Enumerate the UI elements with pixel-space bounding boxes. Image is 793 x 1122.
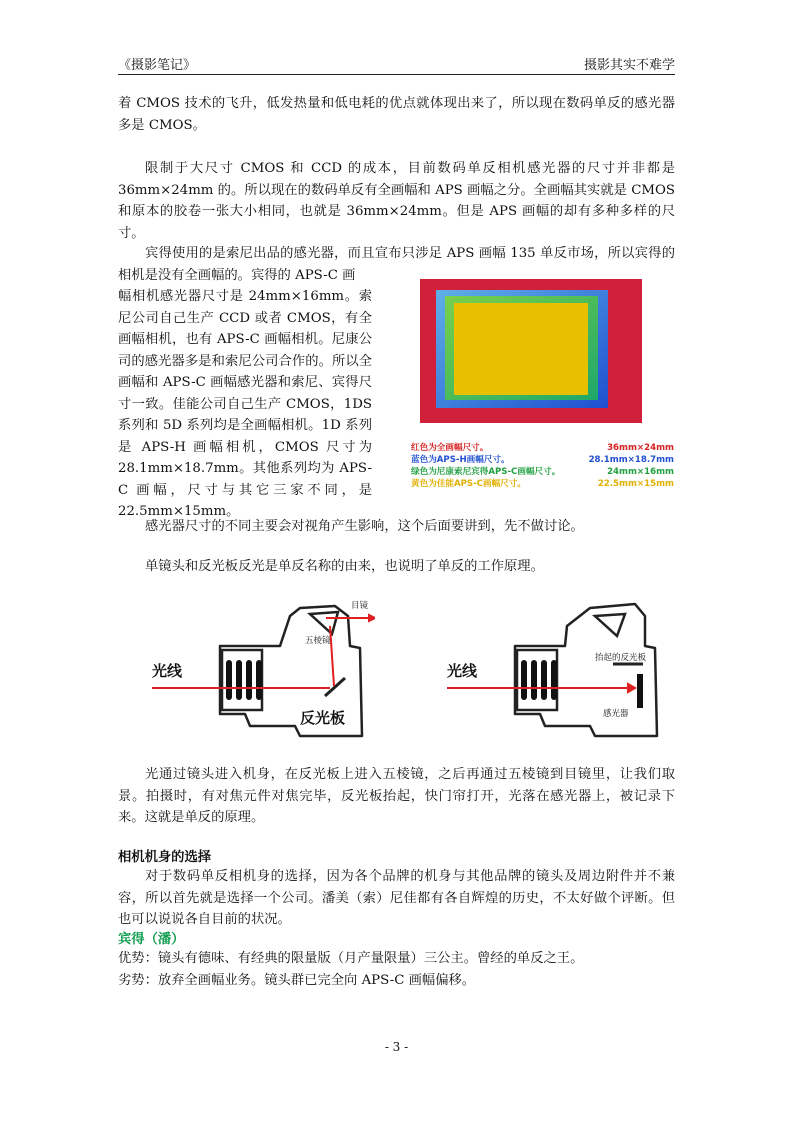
legend-canon-size: 22.5mm×15mm [597, 479, 674, 489]
prism-label: 五棱镜 [305, 636, 331, 646]
aps-c-canon-rect [454, 303, 588, 395]
light-path [152, 615, 375, 688]
legend-apsh-label: 蓝色为APS-H画幅尺寸。 [411, 455, 510, 465]
legend-full-label: 红色为全画幅尺寸。 [411, 443, 489, 453]
paragraph-pentax-intro: 宾得使用的是索尼出品的感光器，而且宣布只涉足 APS 画幅 135 单反市场，所以宾得的相机是没有全画幅的。宾得的 APS-C 画 [118, 246, 675, 283]
raised-mirror-label: 抬起的反光板 [595, 653, 647, 663]
pentax-cons: 劣势：放弃全画幅业务。镜头群已完全向 APS-C 画幅偏移。 [118, 973, 476, 988]
paragraph-angle-of-view: 感光器尺寸的不同主要会对视角产生影响，这个后面要讲到，先不做讨论。 [145, 519, 584, 534]
legend-canon-label: 黄色为佳能APS-C画幅尺寸。 [411, 479, 526, 489]
light-label: 光线 [447, 662, 478, 680]
mirror-label: 反光板 [300, 709, 346, 727]
pentax-pros: 优势：镜头有德味、有经典的限量版（月产量限量）三公主。曾经的单反之王。 [118, 951, 584, 966]
slr-diagram-mirror-up [445, 586, 675, 746]
light-label: 光线 [152, 662, 183, 680]
paragraph-slr-principle: 光通过镜头进入机身，在反光板上进入五棱镜，之后再通过五棱镜到目镜里，让我们取景。拍摄时，有对焦元件对焦完毕，反光板抬起，快门帘打开，光落在感光器上，被记录下来。这就是单反的原理。 [118, 767, 675, 825]
legend-apsc-size: 24mm×16mm [607, 467, 674, 477]
sensor-shape [637, 674, 643, 708]
legend-apsh-size: 28.1mm×18.7mm [588, 455, 674, 465]
paragraph-cmos-intro: 着 CMOS 技术的飞升，低发热量和低电耗的优点就体现出来了，所以现在数码单反的感光器多是 CMOS。 [118, 96, 675, 133]
section-title: 相机机身的选择 [118, 850, 212, 865]
slr-diagram-mirror-down [150, 586, 375, 746]
paragraph-brand-sensors: 幅相机感光器尺寸是 24mm×16mm。索尼公司自己生产 CCD 或者 CMOS，有全画幅相机，也有 APS-C 画幅相机。尼康公司的感光器多是和索尼公司合作的。所以全画幅和 APS-C 画幅感光器和索尼、宾得尺寸一致。佳能公司自己生产 CMOS，1DS 系列和 5D 系列均是全画幅相机。1D 系列是 APS-H 画幅相机，CMOS 尺寸为 28.1mm×18.7mm。其他系列均为 APS-C 画幅，尺寸与其它三家不同，是 22.5mm×15mm。 [118, 289, 372, 519]
sensor-label: 感光器 [603, 709, 629, 719]
paragraph-slr-name: 单镜头和反光板反光是单反名称的由来，也说明了单反的工作原理。 [145, 559, 544, 574]
brand-heading-pentax: 宾得（潘） [118, 932, 185, 947]
paragraph-body-selection: 对于数码单反相机身的选择，因为各个品牌的机身与其他品牌的镜头及周边附件并不兼容，所以首先就是选择一个公司。潘美（索）尼佳都有各自辉煌的历史，不太好做个评断。但也可以说说各自目前的状况。 [118, 869, 675, 927]
sensor-size-figure [408, 263, 678, 495]
page-number: - 3 - [384, 1040, 409, 1054]
prism-shape [595, 614, 625, 636]
header-book-title: 《摄影笔记》 [118, 58, 197, 73]
prism-shape [310, 612, 338, 634]
legend-full-size: 36mm×24mm [607, 443, 674, 453]
header-chapter-title: 摄影其实不难学 [583, 58, 675, 73]
paragraph-sensor-sizes: 限制于大尺寸 CMOS 和 CCD 的成本，目前数码单反相机感光器的尺寸并非都是 36mm×24mm 的。所以现在的数码单反有全画幅和 APS 画幅之分。全画幅其实就是 CMOS 和原本的胶卷一张大小相同，也就是 36mm×24mm。但是 APS 画幅的却有多种多样的尺寸。 [118, 161, 675, 241]
eyepiece-label: 目镜 [350, 601, 368, 611]
header-divider [118, 74, 675, 75]
legend-apsc-label: 绿色为尼康索尼宾得APS-C画幅尺寸。 [411, 467, 561, 477]
